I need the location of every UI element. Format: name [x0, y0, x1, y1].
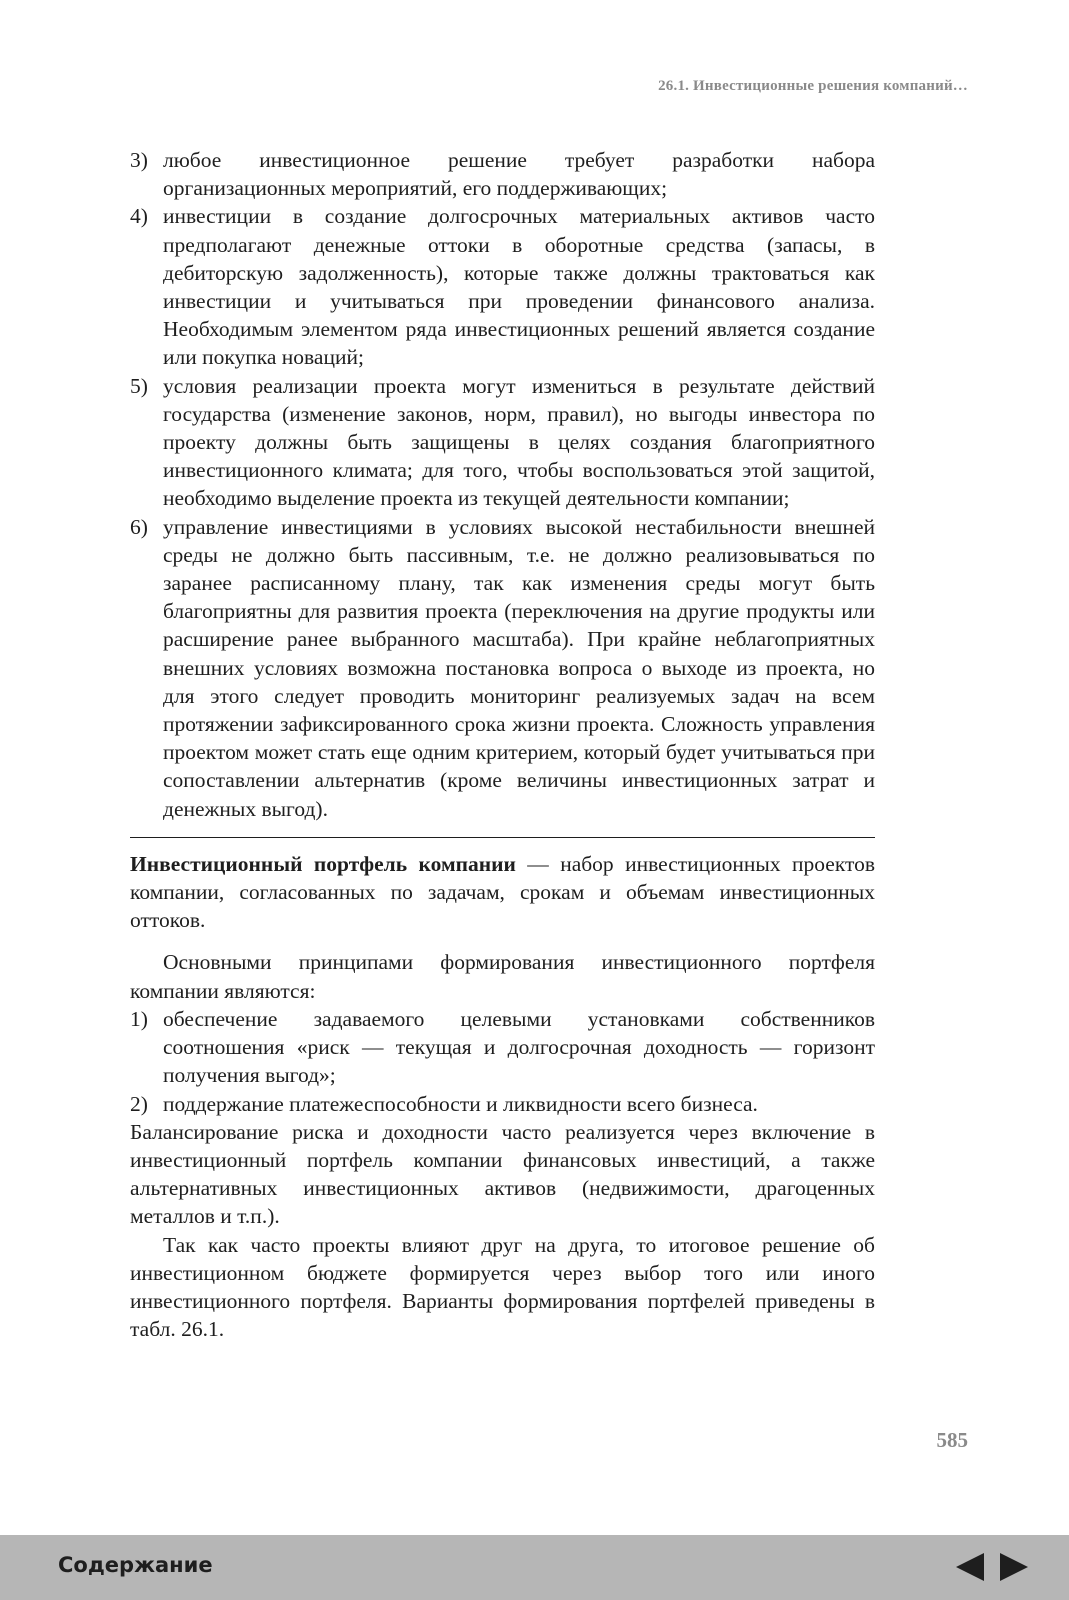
definition-text: — набор инвестиционных проектов компании, согласованных по задачам, срокам и объемам инвестиционных оттоков. [130, 851, 875, 933]
page-number: 585 [936, 1428, 968, 1452]
list-item [130, 202, 875, 371]
list-item-number: 3) [130, 148, 148, 172]
arrow-right-icon[interactable] [998, 1552, 1030, 1582]
list-item-number: 5) [130, 373, 148, 398]
list-item-text: инвестиции в создание долгосрочных материальных активов часто предполагают денежные оттоки в оборотные средства (запасы, в дебиторскую задолженность), которые также должны трактоваться как инвестиции и учитываться при проведении финансового анализа. Необходимым элементом ряда инвестиционных решений является создание или покупка новаций; [163, 204, 875, 370]
list-item [130, 146, 875, 202]
definition-term: Инвестиционный портфель компании [130, 851, 516, 876]
list-item [130, 513, 875, 823]
paragraph-balance: Балансирование риска и доходности часто реализуется через включение в инвестиционный портфель компании финансовых инвестиций, а также альтернативных инвестиционных активов (недвижимости, драгоценных металлов и т.п.). [130, 1119, 875, 1229]
list-item-number: 6) [130, 514, 148, 539]
list-item-number: 4) [130, 204, 148, 229]
list-item-text: любое инвестиционное решение требует разработки набора организационных мероприятий, его поддерживающих; [163, 148, 875, 201]
numbered-list-principles [130, 1005, 875, 1118]
list-item-text: условия реализации проекта могут измениться в результате действий государства (изменение законов, норм, правил), но выгоды инвестора по проекту должны быть защищены в целях создания благоприятного инвестиционного климата; для того, чтобы воспользоваться этой защитой, необходимо выделение проекта из текущей деятельности компании; [163, 373, 875, 511]
section-divider [130, 837, 875, 838]
numbered-list-top [130, 146, 875, 823]
running-header: 26.1. Инвестиционные решения компаний… [658, 78, 968, 94]
principles-intro: Основными принципами формирования инвестиционного портфеля компании являются: [130, 950, 875, 1003]
toc-link[interactable]: Содержание [58, 1553, 213, 1577]
list-item-text: поддержание платежеспособности и ликвидности всего бизнеса. [163, 1091, 758, 1116]
list-item-number: 1) [130, 1006, 148, 1031]
list-item-text: обеспечение задаваемого целевыми установками собственников соотношения «риск — текущая и долгосрочная доходность — горизонт получения выгод»; [163, 1006, 875, 1088]
page-content [130, 146, 875, 1343]
paragraph-budget: Так как часто проекты влияют друг на друга, то итоговое решение об инвестиционном бюджете формируется через выбор того или иного инвестиционного портфеля. Варианты формирования портфелей приведены в табл. 26.1. [130, 1232, 875, 1342]
list-item [130, 1005, 875, 1090]
arrow-left-icon[interactable] [954, 1552, 986, 1582]
navigation-bar [0, 1535, 1069, 1600]
list-item [130, 1090, 875, 1118]
list-item [130, 372, 875, 513]
definition-block [130, 850, 875, 935]
list-item-text: управление инвестициями в условиях высокой нестабильности внешней среды не должно быть пассивным, т.е. не должно реализовываться по заранее расписанному плану, так как изменения среды могут быть благоприятны для развития проекта (переключения на другие продукты или расширение ранее выбранного масштаба). При крайне неблагоприятных внешних условиях возможна постановка вопроса о выходе из проекта, но для этого следует проводить мониторинг реализуемых задач на всем протяжении зафиксированного срока жизни проекта. Сложность управления проектом может стать еще одним критерием, который будет учитываться при сопоставлении альтернатив (кроме величины инвестиционных затрат и денежных выгод). [163, 514, 875, 821]
list-item-number: 2) [130, 1091, 148, 1116]
